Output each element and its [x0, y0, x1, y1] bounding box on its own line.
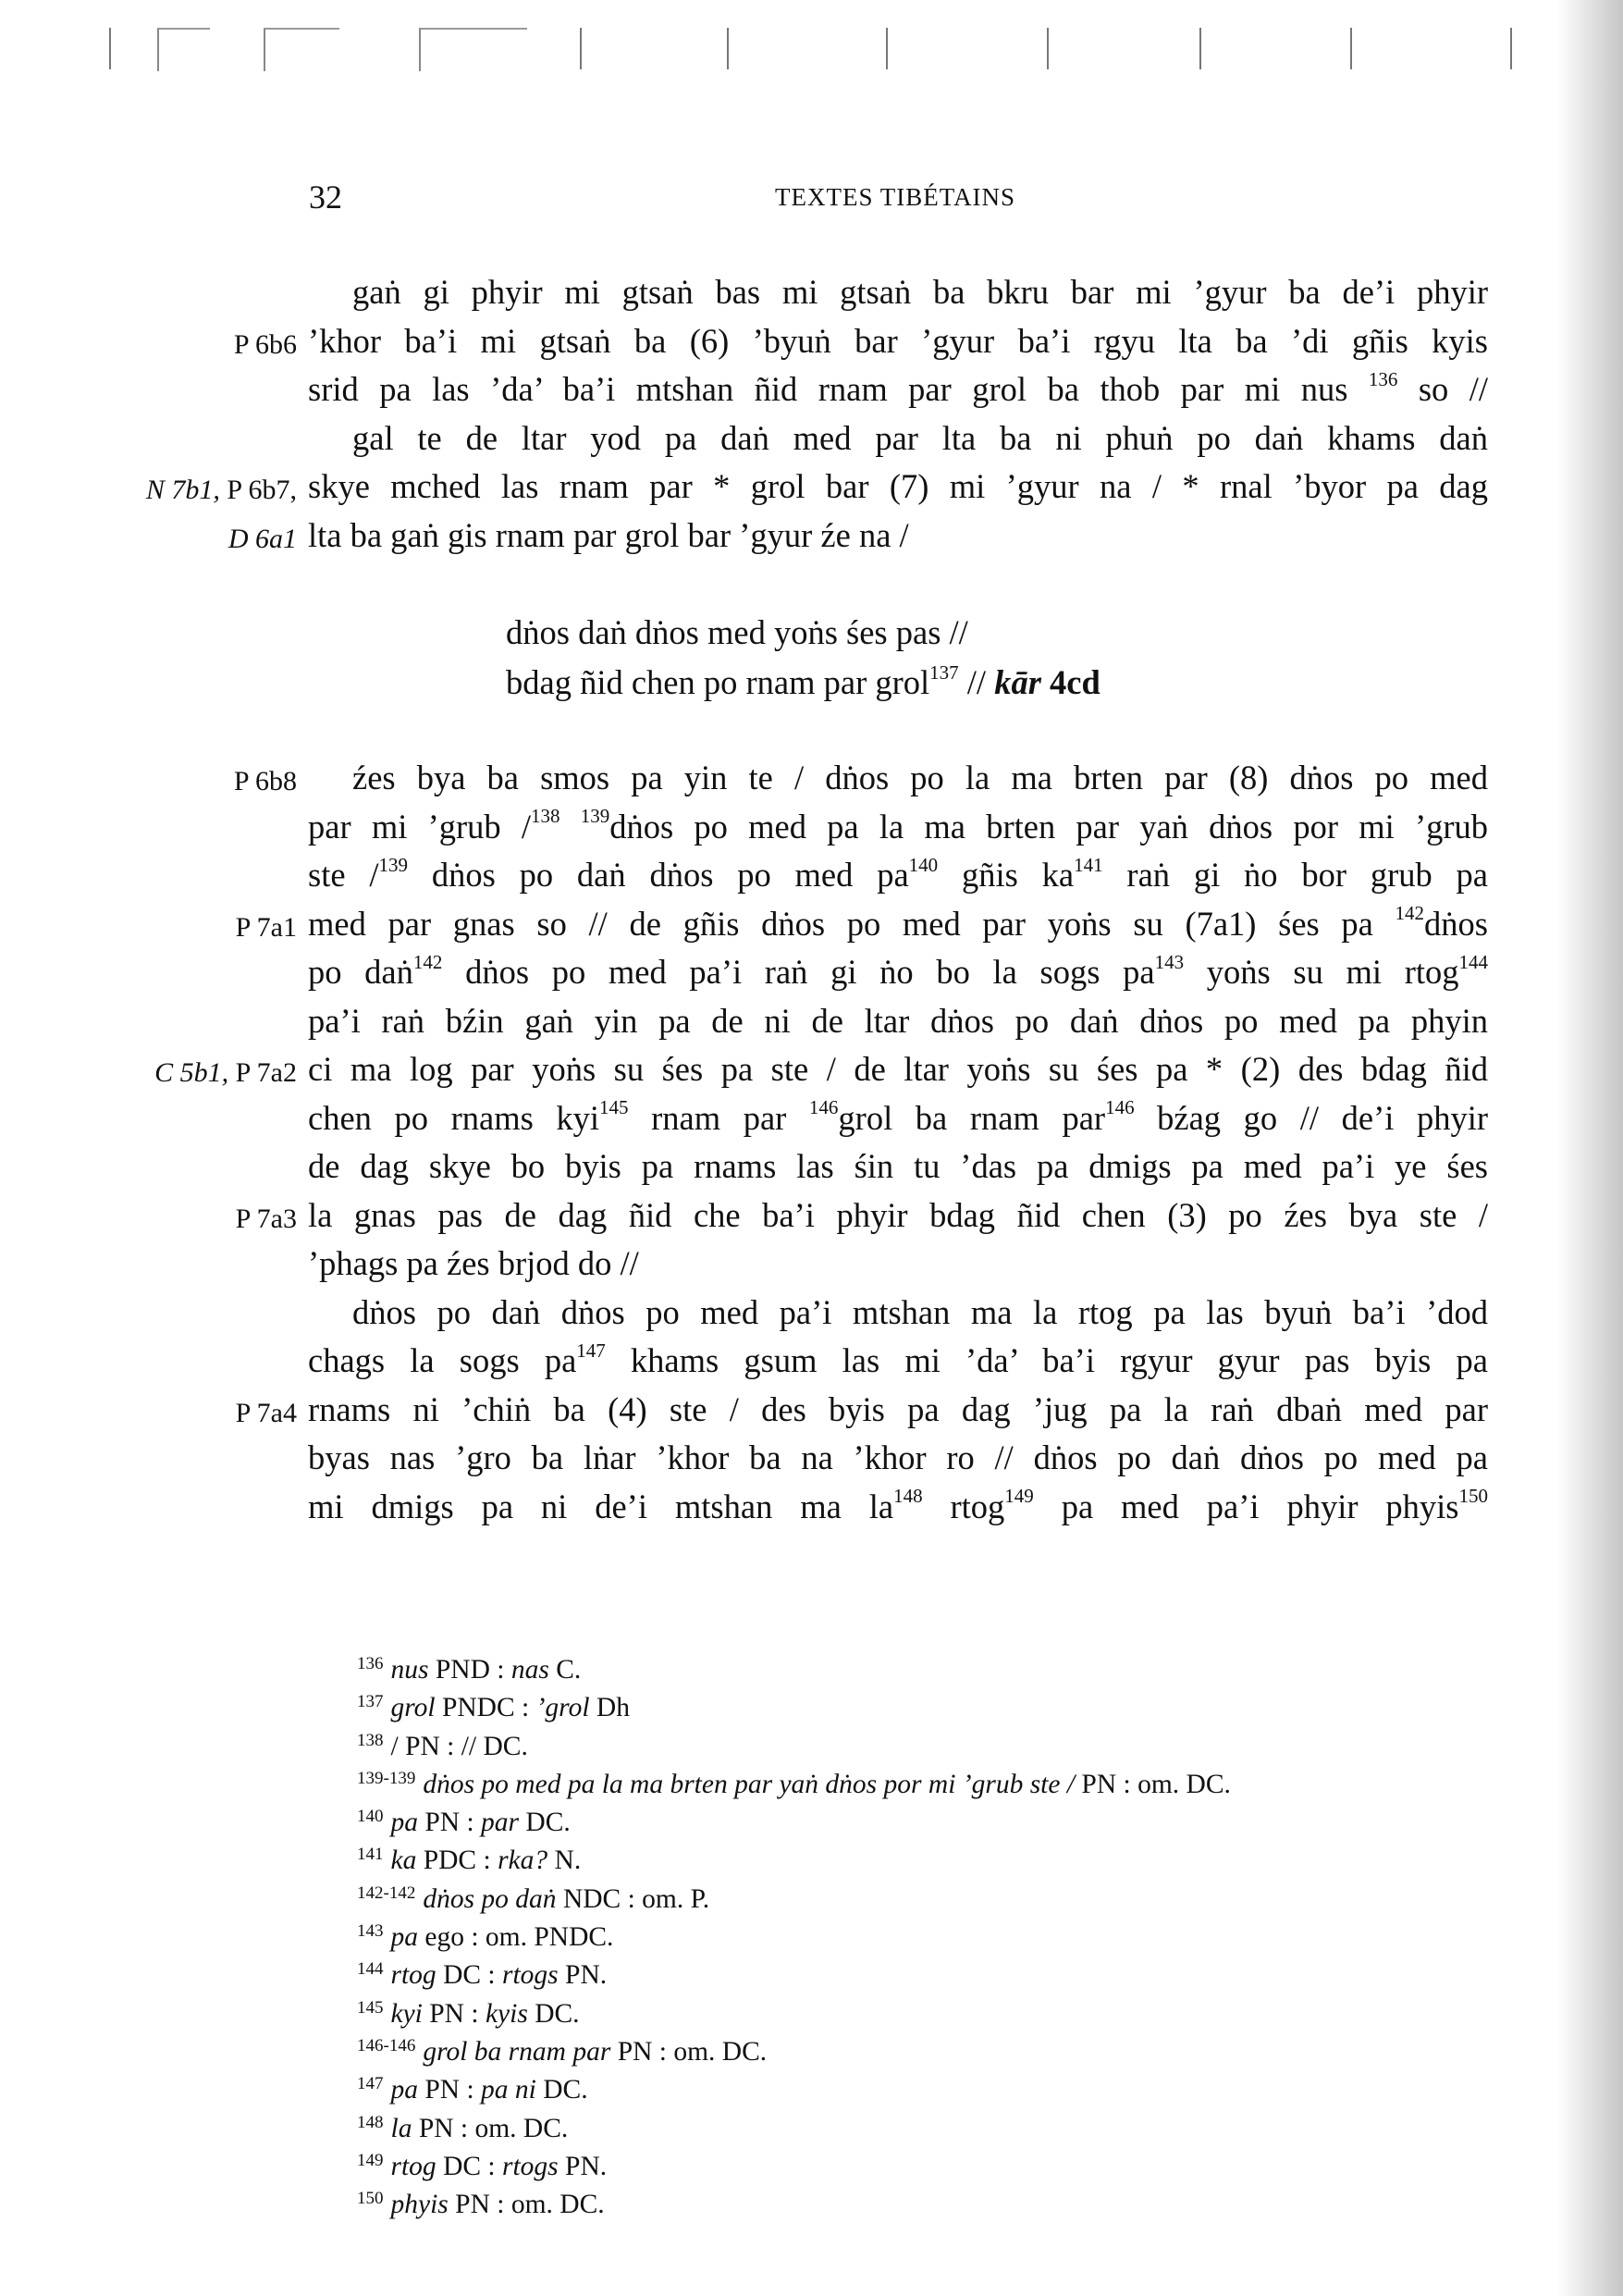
- text-line: [0, 1191, 1623, 1241]
- footnote: [357, 1797, 1231, 1838]
- footnote-ref: 147: [576, 1339, 606, 1362]
- footnote-witness: DC.: [527, 1998, 580, 2029]
- line-text: [308, 1483, 1488, 1532]
- footnote-lemma: dṅos po daṅ: [423, 1883, 557, 1914]
- line-text: gal te de ltar yod pa daṅ med par lta ba ni phuṅ po daṅ khams daṅ: [352, 418, 1488, 457]
- margin-ref: [146, 466, 297, 515]
- footnote-number: 143: [357, 1921, 384, 1942]
- scan-edge-marks: [0, 0, 1623, 83]
- scan-mark: [1047, 28, 1049, 69]
- margin-ref-plain: P 6b7,: [219, 475, 297, 505]
- footnote-ref: 145: [599, 1096, 629, 1119]
- karika-ref: 4cd: [1040, 663, 1100, 701]
- footnote-lemma: phyis: [390, 2190, 449, 2220]
- footnote: [357, 1989, 1231, 2027]
- footnote-ref: 140: [908, 853, 939, 876]
- footnote-variant: kyis: [485, 1998, 528, 2029]
- line-text: de dag skye bo byis pa rnams las śin tu ’das pa dmigs pa med pa’i ye śes: [308, 1147, 1488, 1185]
- footnote-lemma: grol: [390, 1693, 436, 1723]
- text-line: [0, 268, 1623, 317]
- footnote-lemma: pa: [390, 1808, 418, 1838]
- footnote-ref: 148: [893, 1485, 923, 1508]
- margin-ref-italic: N 7b1,: [145, 475, 220, 505]
- footnote-number: 136: [357, 1654, 384, 1673]
- footnote-lemma: pa: [390, 2075, 418, 2105]
- footnote-number: 142-142: [357, 1882, 416, 1903]
- scan-mark: [1510, 28, 1512, 69]
- footnotes: [357, 1645, 1231, 2220]
- main-text: [0, 268, 1623, 1531]
- footnote-witness: PND :: [428, 1655, 511, 1685]
- scan-mark: [727, 28, 729, 69]
- footnote-lemma: kyi: [390, 1998, 423, 2029]
- line-text: dṅos po daṅ dṅos po med pa’i mtshan ma la rtog pa las byuṅ ba’i ’dod: [352, 1292, 1488, 1331]
- line-text: źes bya ba smos pa yin te / dṅos po la ma brten par (8) dṅos po med: [352, 759, 1488, 796]
- footnote: [357, 2027, 1231, 2065]
- scan-mark: [109, 28, 111, 69]
- text-line: [0, 1337, 1623, 1386]
- footnote-witness: DC.: [535, 2075, 588, 2105]
- verse-line: [0, 608, 1623, 658]
- scan-mark: [886, 28, 888, 69]
- text-line: [0, 997, 1623, 1046]
- text-line: [0, 317, 1623, 366]
- text-line: [0, 1240, 1623, 1289]
- footnote-number: 146-146: [357, 2035, 416, 2055]
- footnote-witness: DC :: [436, 2151, 502, 2181]
- footnote-ref: 141: [1074, 853, 1103, 876]
- scan-mark: [1199, 28, 1201, 69]
- footnote-ref: 139: [580, 805, 610, 828]
- text-span: khams gsum las mi ’da’ ba’i rgyur gyur pas byis pa: [605, 1341, 1488, 1379]
- footnote-ref: 149: [1004, 1485, 1034, 1508]
- footnote-lemma: la: [390, 2113, 412, 2143]
- footnote-ref: 139: [378, 853, 409, 876]
- footnote: [357, 1645, 1231, 1683]
- footnote-ref: 146: [1105, 1096, 1135, 1119]
- footnote-ref: 144: [1458, 950, 1488, 973]
- footnote-witness: PN :: [418, 2075, 482, 2105]
- footnote: [357, 1835, 1231, 1876]
- footnote-ref: 138: [531, 805, 560, 828]
- scan-mark: [580, 28, 582, 69]
- footnote-number: 150: [357, 2189, 384, 2209]
- footnote-lemma: rtog: [390, 2151, 436, 2181]
- line-text: ’phags pa źes brjod do //: [308, 1244, 639, 1282]
- text-span: dṅos po med pa la ma brten par yaṅ dṅos por mi ’grub: [609, 807, 1489, 846]
- footnote-witness: DC.: [519, 1808, 571, 1838]
- line-text: gaṅ gi phyir mi gtsaṅ bas mi gtsaṅ ba bkru bar mi ’gyur ba de’i phyir: [352, 273, 1488, 311]
- footnote-variant: par: [481, 1808, 520, 1838]
- footnote-witness: Dh: [589, 1693, 630, 1723]
- line-text: la gnas pas de dag ñid che ba’i phyir bdag ñid chen (3) po źes bya ste /: [308, 1195, 1488, 1234]
- text-span: srid pa las ’da’ ba’i mtshan ñid rnam par grol ba thob par mi nus: [308, 370, 1348, 408]
- scan-mark: [157, 28, 210, 71]
- footnote-variant: rka?: [498, 1845, 548, 1876]
- margin-ref: P 7a1: [235, 911, 297, 943]
- footnote: [357, 1722, 1231, 1759]
- text-line: [0, 754, 1623, 803]
- margin-ref: P 7a3: [235, 1203, 297, 1234]
- text-span: rtog: [922, 1487, 1005, 1525]
- footnote: [357, 1912, 1231, 1953]
- footnote: [357, 1759, 1231, 1797]
- text-line: [0, 948, 1623, 997]
- line-text: [308, 948, 1488, 997]
- text-span: grol ba rnam par: [838, 1098, 1106, 1137]
- footnote-witness: PNDC :: [435, 1693, 536, 1723]
- line-text: pa’i raṅ bźin gaṅ yin pa de ni de ltar dṅos po daṅ dṅos po med pa phyin: [308, 1001, 1488, 1040]
- line-text: [308, 1094, 1488, 1143]
- margin-ref: [154, 1049, 297, 1098]
- text-span: //: [958, 663, 995, 701]
- footnote: [357, 2142, 1231, 2179]
- footnote-ref: 142: [412, 950, 443, 973]
- footnote-ref: 143: [1154, 950, 1185, 973]
- margin-ref: P 6b6: [233, 328, 297, 360]
- text-line: [0, 851, 1623, 900]
- text-span: ste /: [308, 856, 379, 894]
- margin-ref-italic: C 5b1,: [154, 1057, 229, 1088]
- text-line: [0, 1045, 1623, 1094]
- text-line: [0, 1094, 1623, 1143]
- line-text: [308, 365, 1488, 414]
- text-line: [0, 1434, 1623, 1483]
- footnote-witness: C.: [548, 1655, 582, 1685]
- footnote-number: 145: [357, 1997, 384, 2018]
- footnote-lemma: dṅos po med pa la ma brten par yaṅ dṅos por mi ’grub ste /: [423, 1769, 1076, 1799]
- text-line: [0, 365, 1623, 414]
- footnote-ref: 146: [808, 1096, 839, 1119]
- text-span: gñis ka: [938, 856, 1075, 894]
- line-text: ’khor ba’i mi gtsaṅ ba (6) ’byuṅ bar ’gyur ba’i rgyu lta ba ’di gñis kyis: [308, 321, 1488, 360]
- footnote-witness: PN : om. DC.: [1075, 1769, 1231, 1799]
- text-line: [0, 463, 1623, 512]
- footnote-ref: 150: [1458, 1485, 1488, 1508]
- footnote-ref: 142: [1395, 902, 1425, 925]
- margin-ref: P 6b8: [233, 766, 297, 796]
- text-span: dṅos po med pa’i raṅ gi ṅo bo la sogs pa: [442, 953, 1155, 991]
- footnote-lemma: nus: [390, 1655, 429, 1685]
- line-text: rnams ni ’chiṅ ba (4) ste / des byis pa dag ’jug pa la raṅ dbaṅ med par: [308, 1389, 1488, 1428]
- footnote: [357, 2065, 1231, 2103]
- line-text: ci ma log par yoṅs su śes pa ste / de ltar yoṅs su śes pa * (2) des bdag ñid: [308, 1050, 1488, 1088]
- footnote-variant: rtogs: [502, 2151, 559, 2181]
- line-text: [308, 900, 1488, 949]
- footnote: [357, 2179, 1231, 2220]
- footnote-number: 141: [357, 1845, 384, 1865]
- footnote-witness: PDC :: [416, 1845, 498, 1876]
- footnote-number: 139-139: [357, 1768, 416, 1788]
- text-line: [0, 1289, 1623, 1338]
- text-span: chen po rnams kyi: [308, 1098, 600, 1137]
- text-span: pa med pa’i phyir phyis: [1033, 1487, 1459, 1525]
- footnote-lemma: rtog: [390, 1960, 436, 1991]
- footnote-variant: ’grol: [535, 1693, 590, 1723]
- footnote-witness: PN : om. DC.: [448, 2190, 605, 2220]
- footnote-lemma: ka: [390, 1845, 417, 1876]
- text-span: chags la sogs pa: [308, 1341, 577, 1379]
- line-text: skye mched las rnam par * grol bar (7) mi ’gyur na / * rnal ’byor pa dag: [308, 467, 1488, 505]
- page-number: 32: [309, 179, 342, 216]
- verse-text: dṅos daṅ dṅos med yoṅs śes pas //: [506, 613, 968, 651]
- running-title: TEXTES TIBÉTAINS: [775, 183, 1016, 211]
- text-line: [0, 414, 1623, 463]
- spacer: [0, 560, 1623, 608]
- margin-ref: P 7a4: [235, 1397, 297, 1428]
- footnote-variant: nas: [510, 1655, 549, 1685]
- margin-ref-plain: P 7a2: [228, 1057, 297, 1088]
- footnote-witness: PN : om. DC.: [610, 2036, 768, 2067]
- text-span: rnam par: [628, 1098, 787, 1137]
- footnote-number: 138: [357, 1730, 384, 1750]
- text-span: yoṅs su mi rtog: [1184, 953, 1459, 991]
- scan-mark: [419, 28, 527, 71]
- footnote-witness: N.: [547, 1845, 582, 1876]
- text-line: [0, 803, 1623, 852]
- footnote: [357, 1874, 1231, 1912]
- footnote-ref: 136: [1368, 367, 1398, 390]
- footnote: [357, 1683, 1231, 1721]
- footnote-number: 137: [357, 1692, 384, 1712]
- footnote-number: 147: [357, 2074, 384, 2094]
- margin-ref: [228, 515, 297, 564]
- text-span: raṅ gi ṅo bor grub pa: [1102, 856, 1489, 894]
- text-line: [0, 900, 1623, 949]
- footnote: [357, 2104, 1231, 2142]
- text-span: mi dmigs pa ni de’i mtshan ma la: [308, 1487, 894, 1525]
- text-line: [0, 1142, 1623, 1191]
- footnote-witness: PN : om. DC.: [412, 2113, 569, 2143]
- footnote-ref: 137: [929, 660, 959, 684]
- text-span: par mi ’grub /: [308, 807, 531, 846]
- text-span: med par gnas so // de gñis dṅos po med par yoṅs su (7a1) śes pa: [308, 904, 1373, 943]
- text-line: [0, 512, 1623, 561]
- footnote-witness: ego : om. PNDC.: [418, 1922, 614, 1953]
- footnote-number: 140: [357, 1807, 384, 1827]
- line-text: lta ba gaṅ gis rnam par grol bar ’gyur źe na /: [308, 515, 909, 554]
- text-span: dṅos po daṅ dṅos po med pa: [408, 856, 909, 894]
- verse-line: [0, 658, 1623, 708]
- text-line: [0, 1483, 1623, 1532]
- scan-mark: [1350, 28, 1352, 69]
- footnote: [357, 1950, 1231, 1991]
- verse-text: [506, 658, 1100, 708]
- text-span: so //: [1418, 370, 1489, 408]
- footnote-variant: rtogs: [502, 1960, 559, 1991]
- footnote-number: 144: [357, 1959, 384, 1980]
- footnote-witness: PN.: [558, 2151, 608, 2181]
- footnote-witness: PN :: [422, 1998, 486, 2029]
- footnote-variant: pa ni: [481, 2075, 536, 2105]
- footnote-witness: PN.: [558, 1960, 608, 1991]
- footnote-lemma: grol ba rnam par: [423, 2036, 611, 2067]
- scan-mark: [264, 28, 339, 71]
- footnote-witness: PN :: [418, 1808, 482, 1838]
- line-text: [308, 1337, 1488, 1386]
- text-span: dṅos: [1424, 904, 1489, 943]
- text-span: bźag go // de’i phyir: [1134, 1098, 1489, 1137]
- footnote-lemma: pa: [390, 1922, 418, 1953]
- footnote-witness: DC :: [436, 1960, 502, 1991]
- text-span: bdag ñid chen po rnam par grol: [506, 663, 930, 701]
- line-text: [308, 803, 1488, 852]
- footnote-number: 149: [357, 2150, 384, 2170]
- line-text: byas nas ’gro ba lṅar ’khor ba na ’khor ro // dṅos po daṅ dṅos po med pa: [308, 1438, 1488, 1476]
- text-span: po daṅ: [308, 953, 413, 991]
- footnote-number: 148: [357, 2112, 384, 2132]
- karika-label: kār: [994, 663, 1041, 701]
- footnote-witness: / PN : // DC.: [390, 1731, 528, 1761]
- line-text: [308, 851, 1488, 900]
- spacer: [0, 708, 1623, 754]
- text-line: [0, 1386, 1623, 1435]
- footnote-witness: NDC : om. P.: [556, 1883, 710, 1914]
- margin-ref-italic: D 6a1: [227, 523, 297, 554]
